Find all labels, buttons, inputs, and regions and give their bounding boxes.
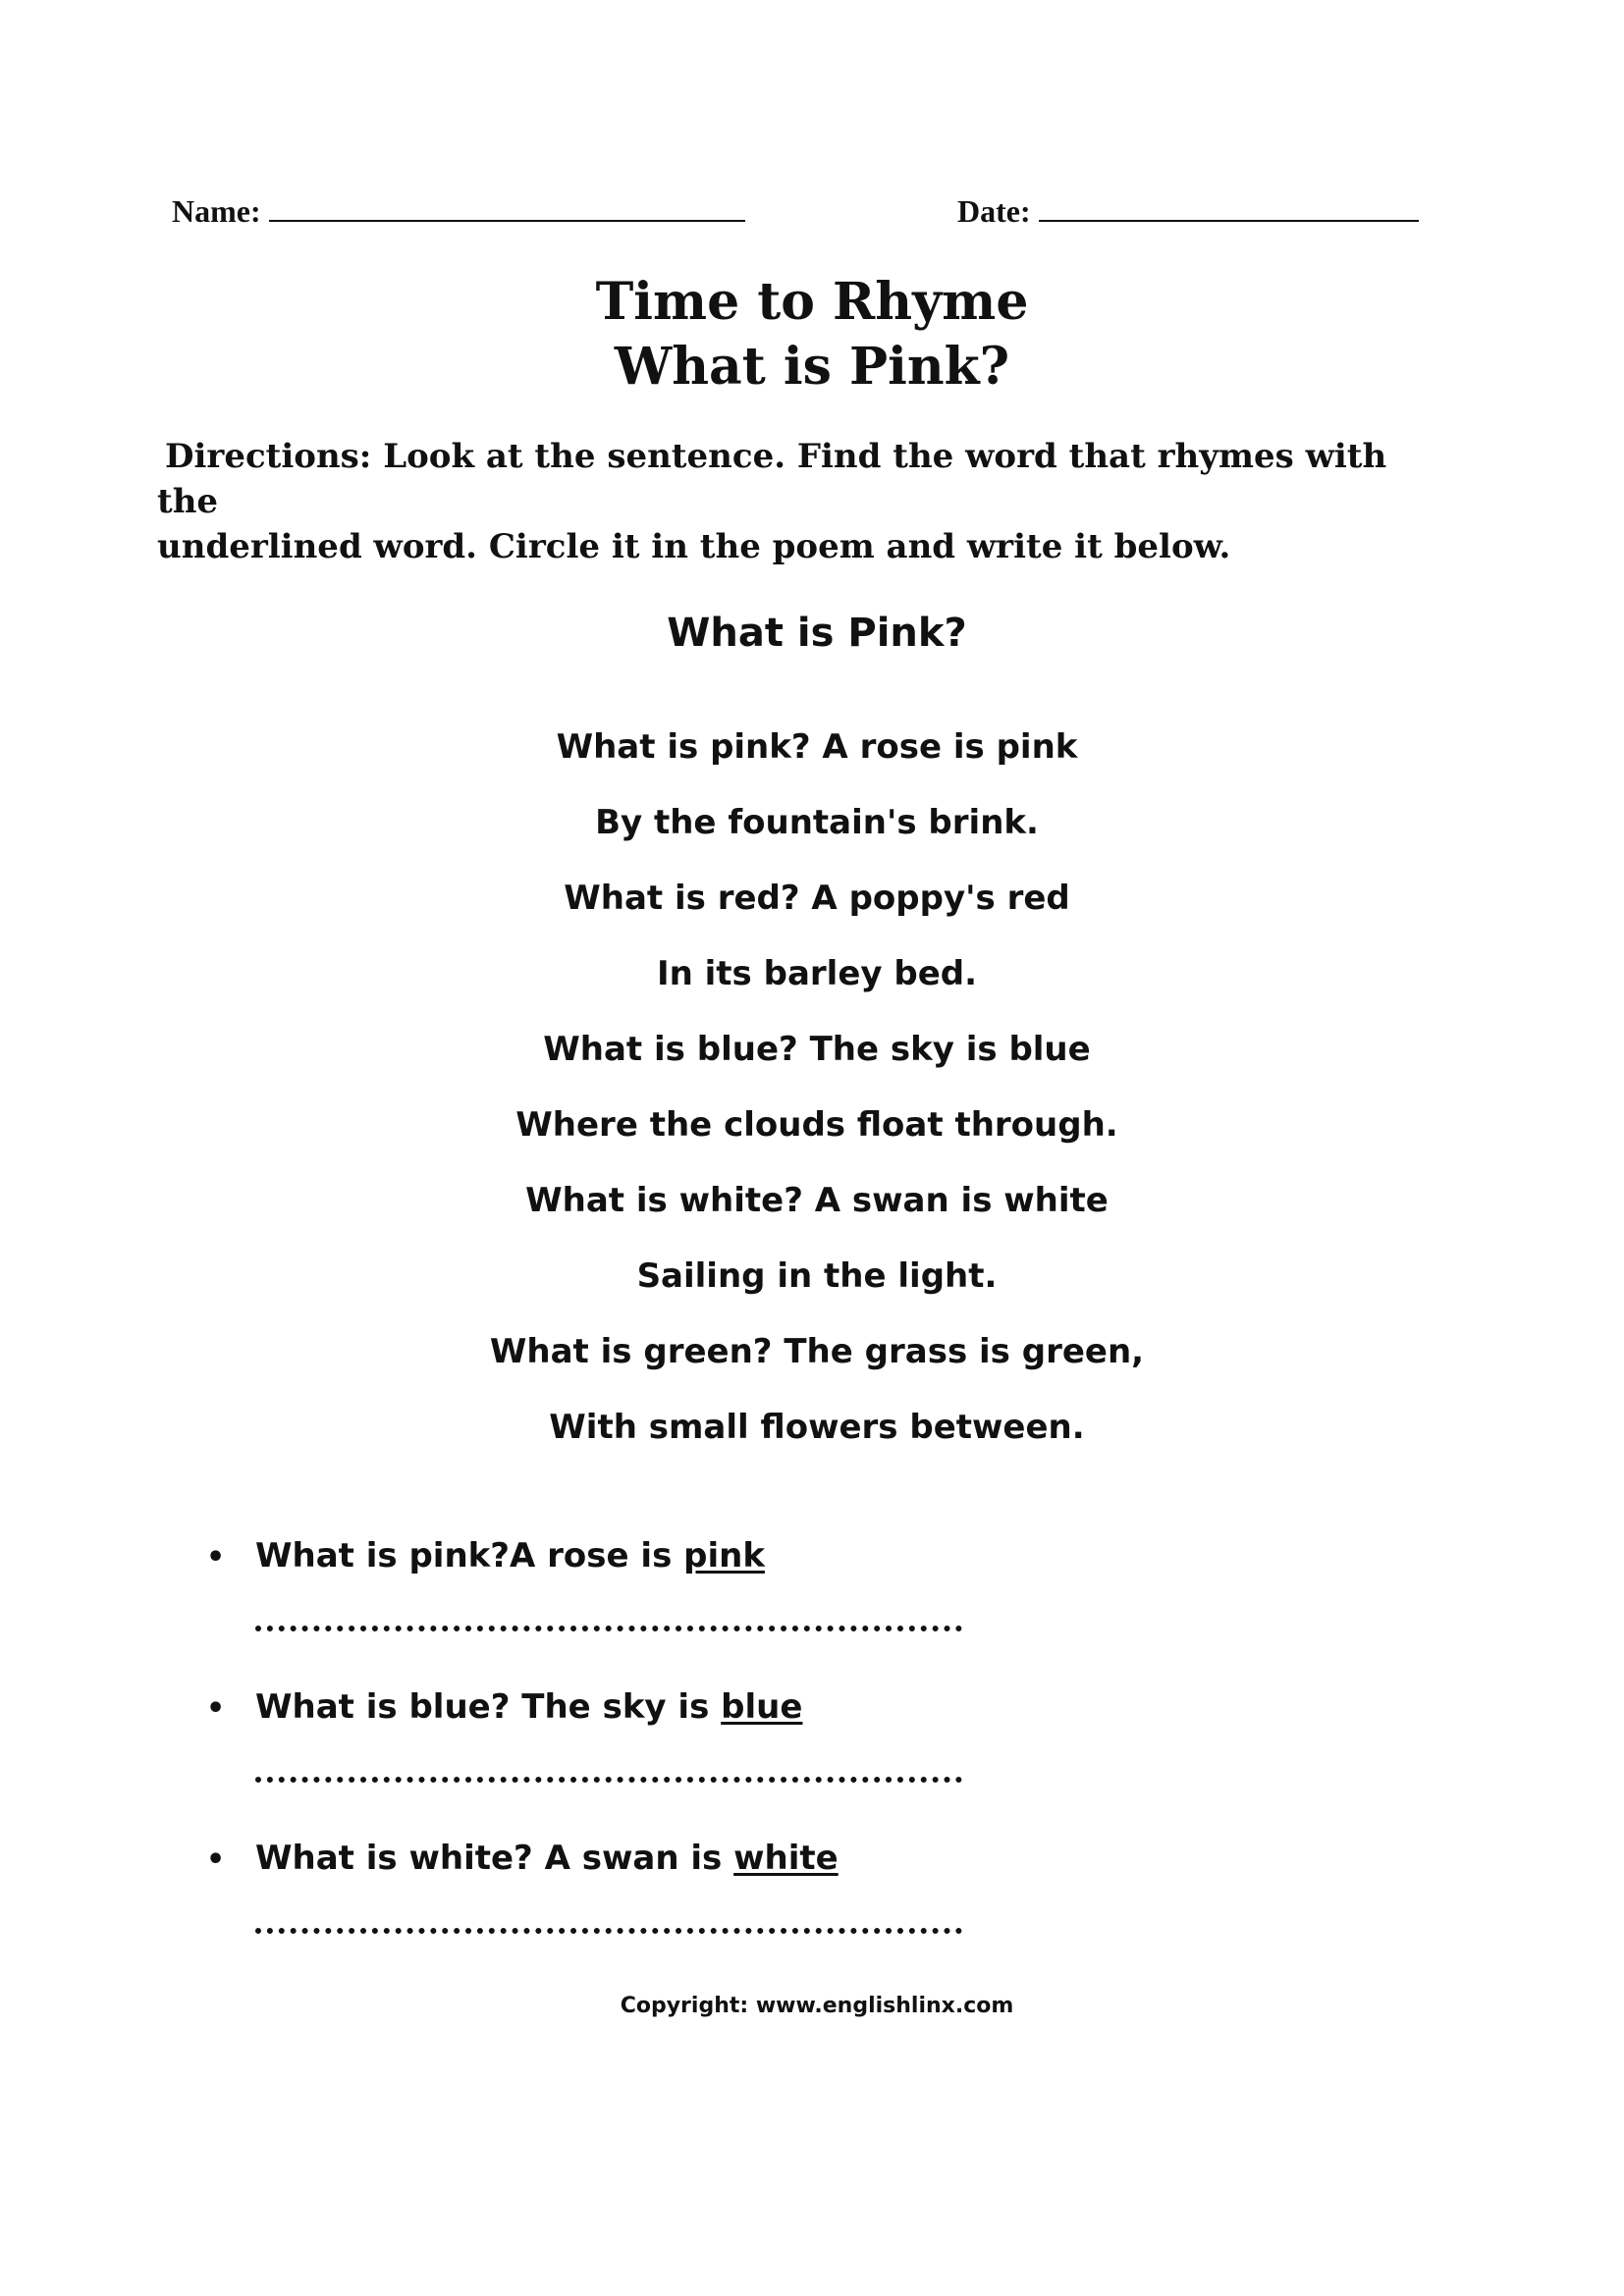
bullet-icon: • [206,1842,226,1877]
question-item [206,1834,1090,1985]
question-text: What is pink?A rose is [255,1536,684,1575]
question-item [206,1682,1090,1834]
directions-line-1: Directions: Look at the sentence. Find the word that rhymes with the [157,437,1387,521]
question-item [206,1531,1090,1682]
directions-line-2: underlined word. Circle it in the poem and write it below. [157,527,1231,566]
name-blank-line[interactable] [269,192,745,222]
answer-dotted-line[interactable] [255,1908,962,1934]
poem [0,722,1624,1478]
poem-line: What is white? A swan is white [525,1181,1109,1220]
underlined-word: pink [683,1536,765,1575]
answer-dotted-line[interactable] [255,1606,962,1631]
poem-line: What is pink? A rose is pink [556,727,1078,767]
question-sentence [206,1531,765,1582]
question-text: What is blue? The sky is [255,1687,722,1727]
poem-title: What is Pink? [667,611,967,656]
underlined-word: white [733,1839,839,1878]
poem-line: With small flowers between. [549,1408,1085,1447]
name-field [172,192,745,230]
bullet-icon: • [206,1540,226,1575]
poem-line: Where the clouds float through. [515,1105,1118,1145]
poem-line: What is red? A poppy's red [564,879,1070,918]
worksheet-title: Time to Rhyme [595,272,1029,332]
header-row [172,192,1438,241]
question-list [206,1531,1090,1985]
poem-line: By the fountain's brink. [595,803,1039,842]
poem-line: What is green? The grass is green, [489,1332,1145,1371]
directions [157,434,1434,569]
poem-line: In its barley bed. [656,954,978,993]
copyright-notice: Copyright: www.englishlinx.com [620,1994,1014,2018]
question-text: What is white? A swan is [255,1839,734,1878]
underlined-word: blue [721,1687,803,1727]
date-blank-line[interactable] [1039,192,1419,222]
answer-dotted-line[interactable] [255,1757,962,1783]
name-label: Name: [172,193,261,229]
date-label: Date: [957,193,1031,229]
bullet-icon: • [206,1691,226,1726]
question-sentence [206,1834,839,1885]
worksheet-subtitle: What is Pink? [614,337,1010,397]
poem-line: Sailing in the light. [636,1256,998,1296]
question-sentence [206,1682,802,1734]
date-field [957,192,1419,230]
poem-line: What is blue? The sky is blue [543,1030,1091,1069]
